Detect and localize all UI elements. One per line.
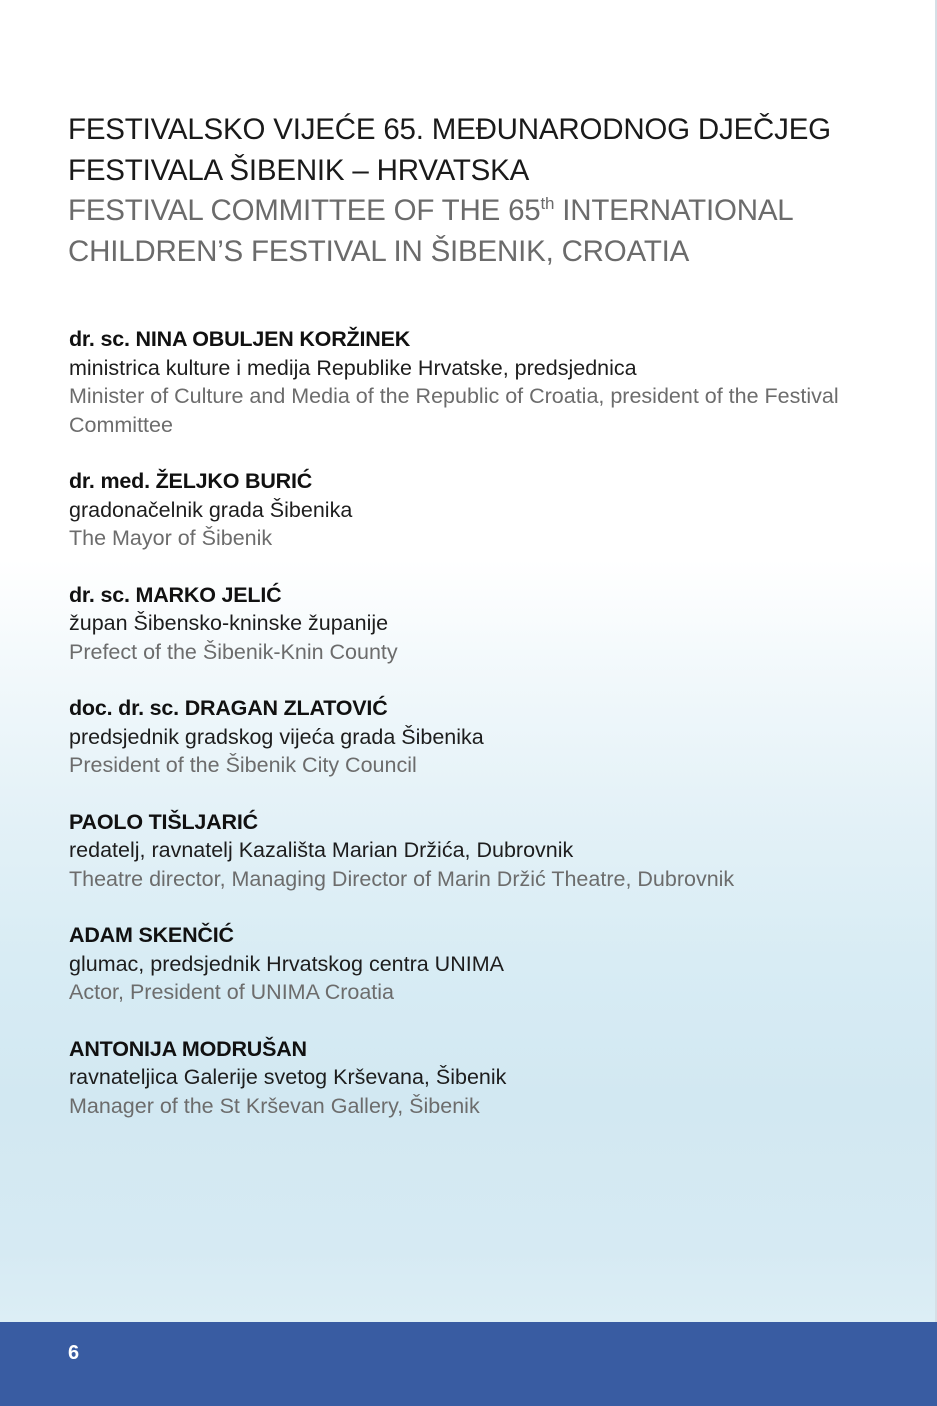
member-name: dr. sc. MARKO JELIĆ	[69, 582, 282, 607]
page-heading	[68, 110, 888, 272]
member-role-english: Actor, President of UNIMA Croatia	[69, 980, 395, 1004]
member-role-croatian: redatelj, ravnatelj Kazališta Marian Držića, Dubrovnik	[69, 838, 574, 862]
committee-member	[69, 921, 889, 1007]
member-role-croatian: gradonačelnik grada Šibenika	[69, 497, 353, 522]
member-role-english: Minister of Culture and Media of the Republic of Croatia, president of the Festival Committee	[69, 384, 839, 437]
committee-member	[69, 581, 889, 667]
heading-english-line-1	[68, 191, 888, 232]
member-role-croatian: glumac, predsjednik Hrvatskog centra UNIMA	[69, 951, 504, 976]
member-name: dr. sc. NINA OBULJEN KORŽINEK	[69, 327, 411, 351]
member-name: doc. dr. sc. DRAGAN ZLATOVIĆ	[69, 696, 388, 720]
member-name: ANTONIJA MODRUŠAN	[69, 1036, 307, 1061]
heading-ordinal-suffix: th	[540, 194, 555, 213]
member-name: dr. med. ŽELJKO BURIĆ	[69, 469, 313, 493]
footer-bar	[0, 1322, 937, 1406]
member-role-english: The Mayor of Šibenik	[69, 526, 273, 550]
heading-croatian-line-2: FESTIVALA ŠIBENIK – HRVATSKA	[68, 153, 530, 187]
member-name: ADAM SKENČIĆ	[69, 923, 234, 947]
member-role-english: Theatre director, Managing Director of Marin Držić Theatre, Dubrovnik	[69, 866, 735, 891]
member-role-croatian: ravnateljica Galerije svetog Krševana, Šibenik	[69, 1065, 507, 1089]
member-role-croatian: ministrica kulture i medija Republike Hrvatske, predsjednica	[69, 355, 637, 380]
page-number: 6	[68, 1342, 80, 1364]
committee-member	[69, 808, 889, 894]
committee-member	[69, 1035, 889, 1121]
committee-member	[69, 325, 889, 439]
committee-member	[69, 694, 889, 780]
heading-english-text-a: FESTIVAL COMMITTEE OF THE 65	[68, 194, 541, 227]
committee-member-list	[69, 325, 889, 1148]
member-name: PAOLO TIŠLJARIĆ	[69, 809, 258, 834]
committee-member	[69, 467, 889, 553]
heading-english-text-b: INTERNATIONAL	[554, 194, 794, 227]
member-role-english: Manager of the St Krševan Gallery, Šibenik	[69, 1093, 480, 1118]
member-role-english: President of the Šibenik City Council	[69, 753, 417, 777]
heading-croatian-line-1: FESTIVALSKO VIJEĆE 65. MEĐUNARODNOG DJEČJEG	[68, 113, 831, 146]
member-role-croatian: župan Šibensko-kninske županije	[69, 611, 389, 635]
member-role-croatian: predsjednik gradskog vijeća grada Šibenika	[69, 724, 484, 749]
heading-english-line-2: CHILDREN’S FESTIVAL IN ŠIBENIK, CROATIA	[68, 234, 690, 268]
member-role-english: Prefect of the Šibenik-Knin County	[69, 639, 398, 664]
